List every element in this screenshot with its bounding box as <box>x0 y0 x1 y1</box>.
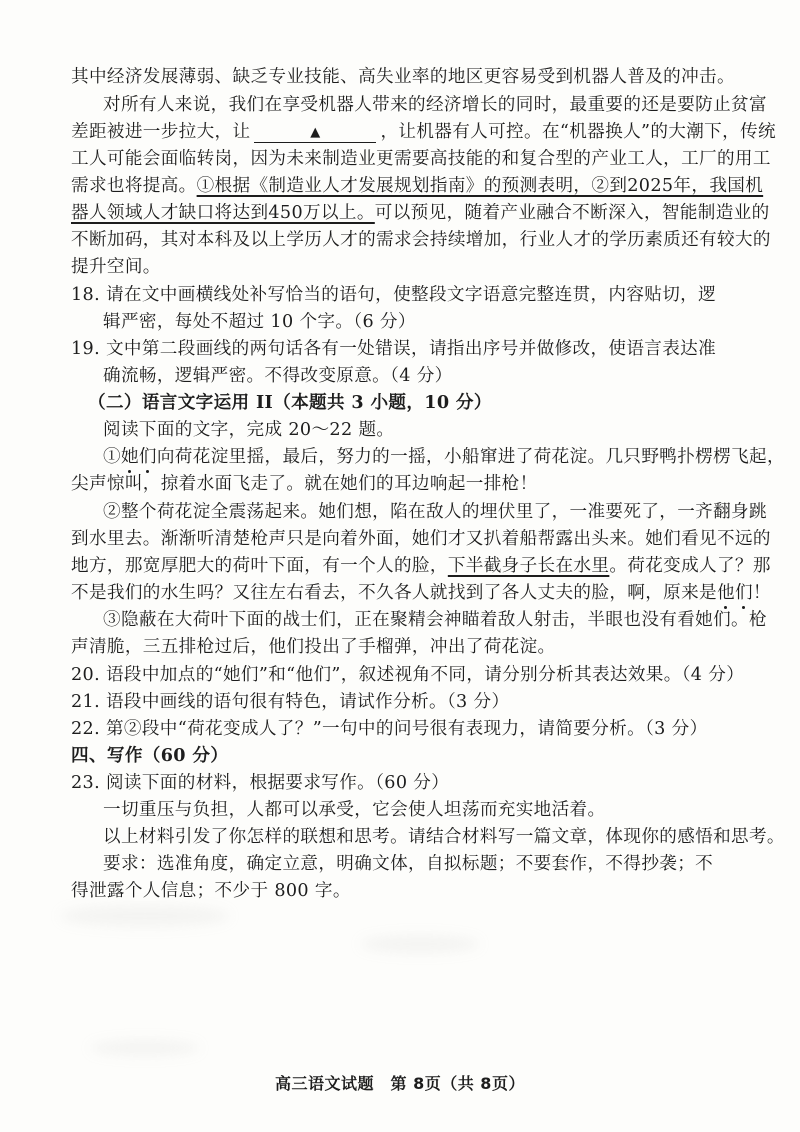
section-title: 四、写作（60 分） <box>71 745 229 766</box>
story-text: ！ <box>752 583 771 603</box>
story-text: 。荷花变成人了？那 <box>609 556 771 576</box>
section-instruction: 阅读下面的文字，完成 20～22 题。 <box>103 420 395 440</box>
passage-line: 对所有人来说，我们在享受机器人带来的经济增长的同时，最重要的还是要防止贫富 <box>103 95 767 115</box>
story-line <box>71 582 771 604</box>
passage-line <box>71 121 776 143</box>
triangle-mark: ▲ <box>310 125 321 140</box>
page-footer: 高三语文试题 第 8页（共 8页） <box>275 1074 525 1093</box>
scan-smudge <box>90 1040 200 1056</box>
underlined-phrase: 下半截身子长在水里 <box>447 556 610 576</box>
underlined-sentence: 器人领域人才缺口将达到450万以上。 <box>71 203 375 223</box>
underlined-sentence: ①根据《制造业人才发展规划指南》的预测表明，②到2025年，我国机 <box>196 176 764 196</box>
story-line: 到水里去。渐渐听清楚枪声只是向着外面，她们才又扒着船帮露出头来。她们看见不远的 <box>71 529 771 549</box>
passage-text: 差距被进一步拉大，让 <box>71 122 251 142</box>
story-line: 声清脆，三五排枪过后，他们投出了手榴弹，冲出了荷花淀。 <box>71 637 556 657</box>
writing-material: 一切重压与负担，人都可以承受，它会使人坦荡而充实地活着。 <box>103 800 606 820</box>
passage-line <box>71 202 770 224</box>
story-line: ②整个荷花淀全震荡起来。她们想，陷在敌人的埋伏里了，一准要死了，一齐翻身跳 <box>103 502 767 522</box>
dotted-char: 她 <box>120 447 139 467</box>
story-text: 不是我们的水生吗？又往左右看去，不久各人就找到了各人丈夫的脸，啊，原来是 <box>71 583 717 603</box>
question-18-cont: 辑严密，每处不超过 10 个字。（6 分） <box>103 312 416 332</box>
story-line: ③隐蔽在大荷叶下面的战士们，正在聚精会神瞄着敌人射击，半眼也没有看她们。枪 <box>103 610 767 630</box>
passage-line: 不断加码，其对本科及以上学历人才的需求会持续增加，行业人才的学历素质还有较大的 <box>71 230 771 250</box>
question-18: 18. 请在文中画横线处补写恰当的语句，使整段文字语意完整连贯，内容贴切，逻 <box>71 285 717 305</box>
passage-line: 其中经济发展薄弱、缺乏专业技能、高失业率的地区更容易受到机器人普及的冲击。 <box>71 67 735 87</box>
story-text: 向荷花淀里摇，最后，努力的一摇，小船窜进了荷花淀。几只野鸭扑楞楞飞起， <box>156 447 785 467</box>
writing-requirements-cont: 得泄露个人信息；不少于 800 字。 <box>71 881 351 901</box>
section-title: （二）语言文字运用 II（本题共 3 小题，10 分） <box>88 392 492 413</box>
story-line: 尖声惊叫，掠着水面飞走了。就在她们的耳边响起一排枪！ <box>71 474 538 494</box>
fill-blank <box>254 122 376 143</box>
writing-prompt: 以上材料引发了你怎样的联想和思考。请结合材料写一篇文章，体现你的感悟和思考。 <box>103 827 785 847</box>
scan-smudge <box>60 905 230 927</box>
passage-text: ，让机器有人可控。在“机器换人”的大潮下，传统 <box>380 122 776 142</box>
question-22: 22. 第②段中“荷花变成人了？”一句中的问号很有表现力，请简要分析。（3 分） <box>71 719 708 739</box>
question-21: 21. 语段中画线的语句很有特色，请试作分析。（3 分） <box>71 692 510 712</box>
question-19-cont: 确流畅，逻辑严密。不得改变原意。（4 分） <box>103 366 453 386</box>
scan-smudge <box>360 935 480 953</box>
passage-text: 可以预见，随着产业融合不断深入，智能制造业的 <box>374 203 770 223</box>
question-23: 23. 阅读下面的材料，根据要求写作。（60 分） <box>71 773 450 793</box>
dotted-char: 他 <box>716 583 735 603</box>
passage-line: 工人可能会面临转岗，因为未来制造业更需要高技能的和复合型的产业工人，工厂的用工 <box>71 149 771 169</box>
story-line <box>71 555 771 577</box>
question-19: 19. 文中第二段画线的两句话各有一处错误，请指出序号并做修改，使语言表达准 <box>71 339 717 359</box>
story-line <box>103 446 785 468</box>
passage-line <box>71 175 763 197</box>
paragraph-number: ① <box>103 447 121 467</box>
question-20: 20. 语段中加点的“她们”和“他们”，叙述视角不同，请分别分析其表达效果。（4 分） <box>71 665 745 685</box>
dotted-char: 们 <box>734 583 753 603</box>
dotted-char: 们 <box>138 447 157 467</box>
passage-text: 需求也将提高。 <box>71 176 197 196</box>
story-text: 地方，那宽厚肥大的荷叶下面，有一个人的脸， <box>71 556 448 576</box>
passage-line: 提升空间。 <box>71 257 161 277</box>
writing-requirements: 要求：选准角度，确定立意，明确文体，自拟标题；不要套作，不得抄袭；不 <box>103 854 714 874</box>
